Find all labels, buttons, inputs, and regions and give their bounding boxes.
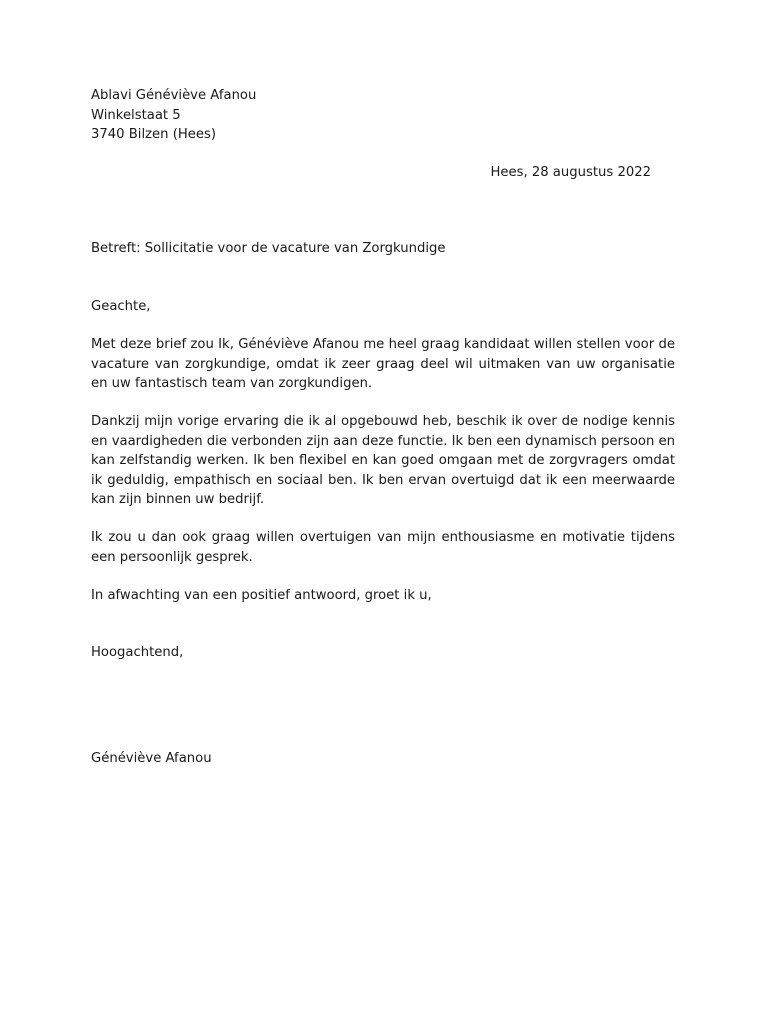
letter-salutation: Geachte, (91, 299, 151, 314)
body-paragraph-2: Dankzij mijn vorige ervaring die ik al opgebouwd heb, beschik ik over de nodige kennis en vaardigheden die verbonden zijn aan deze functie. Ik ben een dynamisch persoon en kan zelfstandig werken. Ik ben flexibel en kan goed omgaan met de zorgvragers omdat ik geduldig, empathisch en sociaal ben. Ik ben ervan overtuigd dat ik een meerwaarde kan zijn binnen uw bedrijf. (91, 414, 675, 507)
body-paragraph-1: Met deze brief zou Ik, Généviève Afanou me heel graag kandidaat willen stellen voor de vacature van zorgkundige, omdat ik zeer graag deel wil uitmaken van uw organisatie en uw fantastisch team van zorgkundigen. (91, 337, 675, 391)
sender-city: 3740 Bilzen (Hees) (91, 127, 217, 142)
body-paragraph-3: Ik zou u dan ook graag willen overtuigen van mijn enthousiasme en motivatie tijdens een persoonlijk gesprek. (91, 530, 675, 565)
sender-address (91, 86, 675, 145)
sender-name: Ablavi Généviève Afanou (91, 88, 257, 103)
letter-date: Hees, 28 augustus 2022 (490, 165, 651, 180)
letter-signature: Généviève Afanou (91, 751, 212, 766)
body-paragraph-4: In afwachting van een positief antwoord, groet ik u, (91, 588, 432, 603)
sender-street: Winkelstaat 5 (91, 107, 181, 123)
letter-subject: Betreft: Sollicitatie voor de vacature van Zorgkundige (91, 241, 446, 256)
letter-closing: Hoogachtend, (91, 645, 184, 660)
